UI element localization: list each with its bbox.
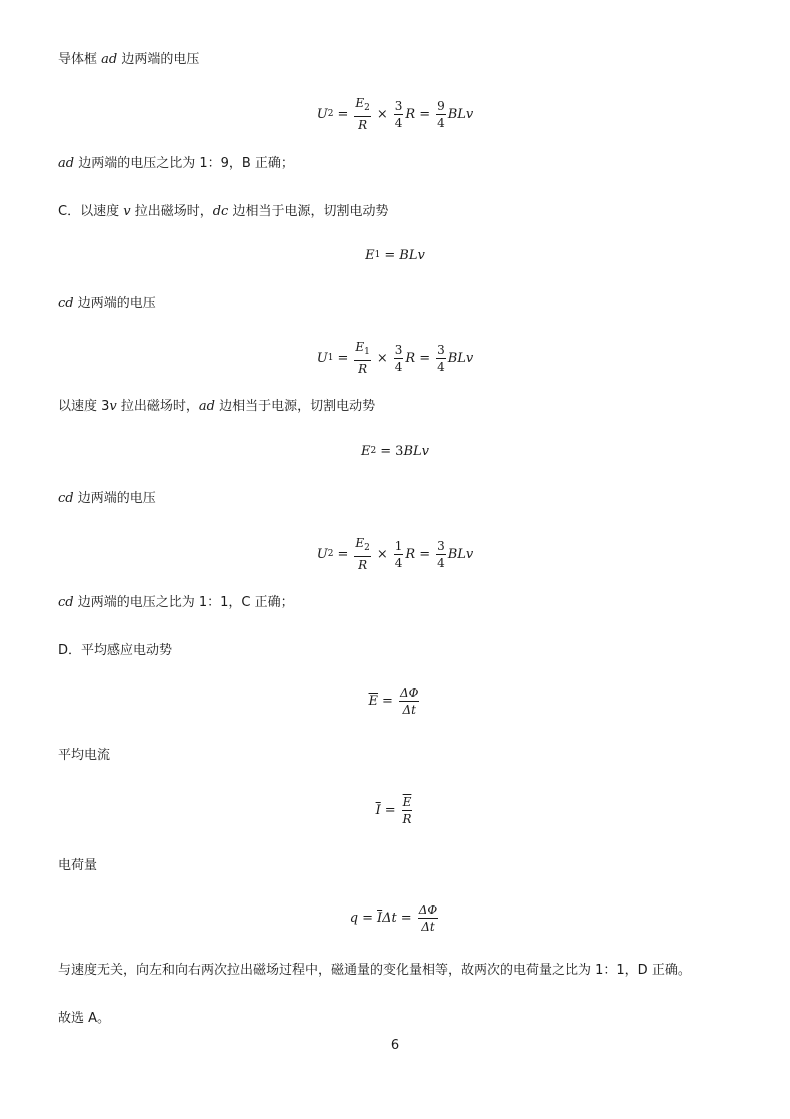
variable: ad (198, 399, 215, 414)
math-symbol: E (355, 536, 365, 550)
fraction (436, 99, 446, 130)
text-segment: 边两端的电压之比为 1：9，B 正确； (74, 156, 294, 171)
math-symbol: E (355, 340, 365, 354)
math-number: 4 (394, 555, 403, 570)
math-symbol: $\overline{E}$ (368, 694, 379, 709)
math-symbol: E (361, 444, 371, 459)
math-symbol: $\overline{I}$ (375, 803, 381, 818)
fraction (394, 99, 404, 130)
text-line (58, 155, 294, 173)
text-segment: 导体框 (58, 52, 102, 67)
fraction (394, 539, 404, 570)
math-number: 3 (437, 538, 445, 553)
math-symbol: U (316, 546, 328, 562)
math-number: 4 (394, 115, 403, 130)
math-number: 1 (394, 538, 403, 553)
variable: cd (58, 491, 74, 506)
math-number: 3 (394, 98, 403, 113)
text-line (58, 857, 97, 875)
variable: v (109, 399, 117, 414)
math-symbol: Δt (402, 703, 416, 717)
math-symbol: E (355, 96, 365, 110)
fraction (436, 539, 446, 570)
text-segment: 边两端的电压 (73, 491, 156, 506)
text-line (58, 490, 156, 508)
text-line (58, 203, 388, 221)
math-symbol: $\overline{E}$ (402, 795, 412, 809)
fraction (399, 686, 420, 717)
math-symbol: $\overline{I}$ (377, 911, 383, 926)
text-line (58, 1010, 110, 1028)
fraction (402, 795, 413, 826)
equation-e1: E 1 = BLv (365, 248, 425, 263)
math-subscript: 2 (364, 543, 370, 553)
math-symbol: U (316, 350, 328, 366)
text-segment: 边相当于电源，切割电动势 (228, 204, 389, 219)
math-symbol: BLv (447, 350, 474, 366)
math-number: 4 (437, 115, 445, 130)
fraction (418, 903, 439, 934)
math-symbol: R (358, 118, 368, 132)
fraction (354, 96, 371, 132)
text-segment: 平均电流 (58, 748, 111, 763)
math-subscript: 2 (370, 446, 377, 456)
math-symbol: BLv (447, 106, 474, 122)
math-number: 4 (437, 555, 445, 570)
fraction (394, 343, 404, 374)
text-line (58, 962, 691, 980)
text-segment: 拉出磁场时， (116, 399, 199, 414)
math-number: 4 (394, 359, 403, 374)
math-subscript: 1 (364, 347, 370, 357)
math-number: 3 (394, 342, 403, 357)
text-line (58, 642, 172, 660)
text-segment: 边两端的电压之比为 1：1，C 正确； (73, 595, 294, 610)
text-segment: 与速度无关，向左和向右两次拉出磁场过程中，磁通量的变化量相等，故两次的电荷量之比为 1：1，D 正确。 (58, 963, 691, 978)
math-subscript: 1 (327, 352, 334, 363)
text-line (58, 398, 375, 416)
math-symbol: Δt (421, 920, 435, 934)
text-segment: 边两端的电压 (117, 52, 200, 67)
equation-u2-ad: U 2 = $\frac{E_2}{R}$ × $\frac{3}{4}$ R = $\frac{9}{4}$ BLv (316, 96, 474, 132)
fraction (354, 340, 371, 376)
text-line (58, 295, 156, 313)
math-number: 9 (437, 98, 445, 113)
math-subscript: 1 (374, 250, 381, 260)
text-segment: D．平均感应电动势 (58, 643, 173, 658)
text-segment: 故选 A。 (58, 1011, 111, 1026)
equation-u1: U 1 = $\frac{E_1}{R}$ × $\frac{3}{4}$ R = $\frac{3}{4}$ BLv (316, 340, 474, 376)
variable: cd (58, 595, 74, 610)
math-symbol: BLv (447, 546, 474, 562)
math-subscript: 2 (364, 103, 370, 113)
variable: dc (212, 204, 229, 219)
text-line (58, 51, 199, 69)
fraction (436, 343, 446, 374)
math-symbol: U (316, 106, 328, 122)
math-subscript: 2 (327, 548, 334, 559)
equation-charge: q = $\overline{I}$ Δt = $\frac{\Delta\Phi}{\Delta t}$ (349, 903, 438, 934)
variable: ad (58, 156, 75, 171)
math-symbol: R (402, 812, 412, 826)
variable: cd (58, 296, 74, 311)
math-symbol: q (349, 911, 359, 926)
math-symbol: BLv (403, 444, 429, 459)
math-symbol: R (358, 558, 368, 572)
page-number: 6 (390, 1038, 400, 1053)
math-symbol: Δt (382, 911, 397, 926)
math-number: 3 (437, 342, 445, 357)
text-segment: 以速度 3 (58, 399, 110, 414)
equation-avg-emf: $\overline{E}$ = $\frac{\Delta\Phi}{\Delta t}$ (368, 686, 419, 717)
fraction (354, 536, 371, 572)
text-line (58, 747, 110, 765)
variable: v (123, 204, 131, 219)
math-symbol: BLv (399, 248, 425, 263)
text-segment: 电荷量 (58, 858, 98, 873)
math-number: 4 (437, 359, 445, 374)
math-symbol: ΔΦ (418, 903, 438, 917)
text-line (58, 594, 294, 612)
text-segment: 边两端的电压 (73, 296, 156, 311)
math-symbol: R (405, 106, 416, 122)
math-symbol: R (405, 350, 416, 366)
math-symbol: R (405, 546, 416, 562)
text-segment: C．以速度 (58, 204, 124, 219)
variable: ad (101, 52, 118, 67)
text-segment: 拉出磁场时， (130, 204, 213, 219)
text-segment: 边相当于电源，切割电动势 (214, 399, 376, 414)
math-symbol: E (365, 248, 375, 263)
math-subscript: 2 (327, 108, 334, 119)
equation-u2-cd: U 2 = $\frac{E_2}{R}$ × $\frac{1}{4}$ R = $\frac{3}{4}$ BLv (316, 536, 474, 572)
math-symbol: R (358, 362, 368, 376)
math-symbol: ΔΦ (399, 686, 419, 700)
equation-avg-current: $\overline{I}$ = $\frac{\overline{E}}{R}$ (375, 795, 412, 826)
math-number: 3 (395, 444, 404, 459)
equation-e2: E 2 = 3 BLv (361, 444, 429, 459)
